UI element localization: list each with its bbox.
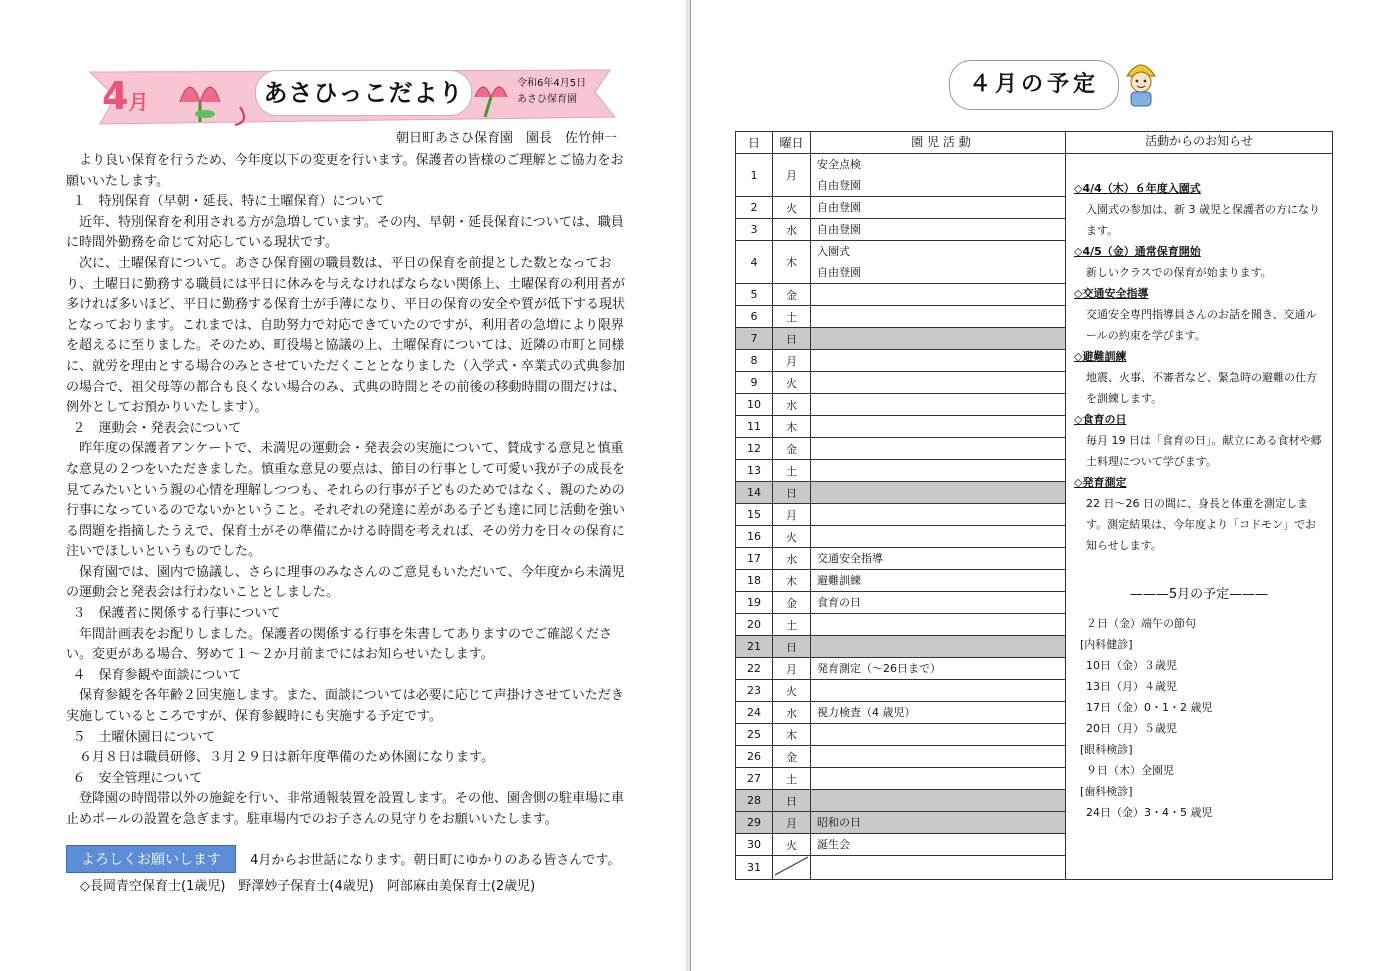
schedule-activity: 発育測定（～26日まで） bbox=[811, 658, 1066, 680]
schedule-weekday: 木 bbox=[773, 570, 811, 592]
schedule-activity bbox=[811, 790, 1066, 812]
schedule-weekday: 火 bbox=[773, 834, 811, 856]
schedule-activity: 避難訓練 bbox=[811, 570, 1066, 592]
schedule-activity bbox=[811, 636, 1066, 658]
schedule-weekday: 月 bbox=[773, 504, 811, 526]
schedule-activity bbox=[811, 526, 1066, 548]
schedule-weekday: 月 bbox=[773, 658, 811, 680]
schedule-activity: 食育の日 bbox=[811, 592, 1066, 614]
newsletter-banner bbox=[80, 62, 620, 132]
notice-heading: ◇発育測定 bbox=[1074, 476, 1127, 489]
newsletter-body bbox=[66, 151, 626, 831]
schedule-day: 23 bbox=[736, 680, 773, 702]
greeting-row bbox=[66, 845, 646, 873]
intro-paragraph: より良い保育を行うため、今年度以下の変更を行います。保護者の皆様のご理解とご協力をお願いいたします。 bbox=[66, 153, 624, 189]
schedule-weekday: 木 bbox=[773, 241, 811, 284]
schedule-activity: 交通安全指導 bbox=[811, 548, 1066, 570]
body-paragraph: ６月８日は職員研修、３月２９日は新年度準備のため休園になります。 bbox=[79, 750, 494, 766]
schedule-weekday: 日 bbox=[773, 636, 811, 658]
schedule-day: 15 bbox=[736, 504, 773, 526]
schedule-day: 24 bbox=[736, 702, 773, 724]
may-schedule-list bbox=[1074, 613, 1324, 823]
notice-heading: ◇4/4（木）６年度入園式 bbox=[1074, 182, 1201, 195]
notice-body: 交通安全専門指導員さんのお話を聞き、交通ルールの約束を学びます。 bbox=[1086, 308, 1317, 342]
schedule-weekday: 火 bbox=[773, 197, 811, 219]
schedule-weekday: 金 bbox=[773, 592, 811, 614]
school-name: あさひ保育園 bbox=[517, 94, 577, 105]
schedule-activity bbox=[811, 438, 1066, 460]
schedule-page bbox=[690, 0, 1377, 971]
schedule-activity: 昭和の日 bbox=[811, 812, 1066, 834]
schedule-day: 21 bbox=[736, 636, 773, 658]
col-header-activity: 園 児 活 動 bbox=[811, 132, 1066, 154]
body-paragraph: 近年、特別保育を利用される方が急増しています。その内、早朝・延長保育については、職員に時間外勤務を命じて対応している現状です。 bbox=[66, 214, 624, 251]
issue-date-block bbox=[517, 76, 586, 108]
section-heading: １ 特別保育（早朝・延長、特に土曜保育）について bbox=[72, 194, 385, 210]
body-paragraph: 次に、土曜保育について。あさひ保育園の職員数は、平日の保育を前提とした数となっており、土曜日に勤務する職員には平日に休みを与えなければならない関係上、土曜保育の利用者が多ければ多いほど、平日に勤務する保育士が手薄になり、平日の保育の安全や質が低下する現状となっております。これまでは、自助努力で対応できていたのですが、利用者の急増により限界を超えるに至りました。そのため、町役場と協議の上、土曜保育については、近隣の市町と同様に、就労を理由とする場合のみとさせていただくこととなりました（入学式・卒業式の式典参加の場合で、祖父母等の都合も良くない場合のみ、式典の時間とその前後の移動時間の間だけは、例外としてお預かりいたします）。 bbox=[66, 255, 626, 416]
notice-heading: ◇4/5（金）通常保育開始 bbox=[1074, 245, 1201, 258]
notice-heading: ◇食育の日 bbox=[1074, 413, 1127, 426]
schedule-activity bbox=[811, 680, 1066, 702]
schedule-day: 10 bbox=[736, 394, 773, 416]
schedule-weekday: 木 bbox=[773, 724, 811, 746]
schedule-day: 28 bbox=[736, 790, 773, 812]
body-paragraph: 登降園の時間帯以外の施錠を行い、非常通報装置を設置します。その他、園舎側の駐車場に車止めポールの設置を急ぎます。駐車場内でのお子さんの見守りをお願いいたします。 bbox=[66, 791, 624, 827]
schedule-activity: 入園式 自由登園 bbox=[811, 241, 1066, 284]
schedule-weekday: 金 bbox=[773, 284, 811, 306]
schedule-day: 6 bbox=[736, 306, 773, 328]
section-heading: ４ 保育参観や面談について bbox=[72, 667, 242, 683]
schedule-day: 31 bbox=[736, 856, 773, 880]
may-event: 13日（月）４歳児 bbox=[1086, 680, 1177, 693]
schedule-weekday: 火 bbox=[773, 526, 811, 548]
schedule-activity bbox=[811, 768, 1066, 790]
body-paragraph: 年間計画表をお配りしました。保護者の関係する行事を朱書してありますのでご確認ください。変更がある場合、努めて１～２か月前までにはお知らせいたします。 bbox=[66, 626, 613, 663]
newsletter-title: あさひっこだより bbox=[255, 70, 472, 116]
notice-body: 22 日～26 日の間に、身長と体重を測定します。測定結果は、今年度より「コドモン」でお知らせします。 bbox=[1086, 497, 1317, 552]
schedule-day: 22 bbox=[736, 658, 773, 680]
schedule-day: 27 bbox=[736, 768, 773, 790]
notice-body: 入園式の参加は、新 3 歳児と保護者の方になります。 bbox=[1086, 203, 1320, 237]
body-paragraph: 保育参観を各年齢２回実施します。また、面談については必要に応じて声掛けさせていただき実施しているところですが、保育参観時にも実施する予定です。 bbox=[66, 688, 624, 725]
schedule-activity bbox=[811, 856, 1066, 880]
may-event: 10日（金）３歳児 bbox=[1086, 659, 1177, 672]
newsletter-page bbox=[0, 0, 687, 971]
schedule-day: 19 bbox=[736, 592, 773, 614]
new-staff-list: ◇長岡青空保育士(1歳児) 野澤妙子保育士(4歳児) 阿部麻由美保育士(2歳児) bbox=[80, 879, 536, 894]
may-event: ２日（金）端午の節句 bbox=[1086, 617, 1196, 630]
schedule-activity bbox=[811, 284, 1066, 306]
notice-heading: ◇避難訓練 bbox=[1074, 350, 1127, 363]
schedule-day: 2 bbox=[736, 197, 773, 219]
schedule-weekday: 水 bbox=[773, 548, 811, 570]
schedule-day: 1 bbox=[736, 154, 773, 197]
schedule-day: 26 bbox=[736, 746, 773, 768]
schedule-day: 20 bbox=[736, 614, 773, 636]
schedule-activity bbox=[811, 724, 1066, 746]
schedule-activity: 自由登園 bbox=[811, 197, 1066, 219]
schedule-activity: 誕生会 bbox=[811, 834, 1066, 856]
schedule-activity bbox=[811, 746, 1066, 768]
section-heading: ５ 土曜休園日について bbox=[72, 729, 216, 745]
body-paragraph: 保育園では、園内で協議し、さらに理事のみなさんのご意見もいただいて、今年度から未満児の運動会と発表会は行わないこととしました。 bbox=[66, 564, 625, 601]
schedule-table bbox=[735, 131, 1333, 880]
schedule-activity bbox=[811, 614, 1066, 636]
schedule-weekday: 日 bbox=[773, 328, 811, 350]
issue-date: 令和6年4月5日 bbox=[517, 78, 587, 89]
may-event: 20日（月）５歳児 bbox=[1086, 722, 1177, 735]
notice-heading: ◇交通安全指導 bbox=[1074, 287, 1149, 300]
schedule-day: 4 bbox=[736, 241, 773, 284]
schedule-weekday: 日 bbox=[773, 790, 811, 812]
schedule-activity: 自由登園 bbox=[811, 219, 1066, 241]
schedule-day: 11 bbox=[736, 416, 773, 438]
schedule-day: 9 bbox=[736, 372, 773, 394]
section-heading: ２ 運動会・発表会について bbox=[72, 420, 242, 436]
schedule-activity bbox=[811, 504, 1066, 526]
greeting-text: 4月からお世話になります。朝日町にゆかりのある皆さんです。 bbox=[250, 853, 621, 868]
section-heading: ６ 安全管理について bbox=[72, 770, 203, 786]
schedule-weekday: 月 bbox=[773, 154, 811, 197]
schedule-day: 7 bbox=[736, 328, 773, 350]
may-category: [眼科検診] bbox=[1080, 743, 1133, 756]
may-schedule-heading: ———5月の予定——— bbox=[1129, 587, 1269, 602]
schedule-weekday: 土 bbox=[773, 460, 811, 482]
schedule-day: 16 bbox=[736, 526, 773, 548]
section-heading: ３ 保護者に関係する行事について bbox=[72, 606, 281, 622]
schedule-activity bbox=[811, 482, 1066, 504]
schedule-day: 17 bbox=[736, 548, 773, 570]
body-paragraph: 昨年度の保護者アンケートで、未満児の運動会・発表会の実施について、賛成する意見と慎重な意見の２つをいただきました。慎重な意見の要点は、節目の行事として可愛い我が子の成長を見てみたいという親の心情を理解しつつも、それらの行事が子どものためではなく、親のための行事になっているのでないかということ。それぞれの発達に差がある子ども達に同じ活動を強いる問題を指摘したうえで、保育士がその準備にかける時間を考えれば、その労力を日々の保育に注いでほしいというものでした。 bbox=[66, 441, 626, 560]
schedule-day: 12 bbox=[736, 438, 773, 460]
greeting-label: よろしくお願いします bbox=[66, 845, 236, 873]
schedule-weekday: 水 bbox=[773, 702, 811, 724]
schedule-weekday: 金 bbox=[773, 438, 811, 460]
notice-body: 新しいクラスでの保育が始まります。 bbox=[1086, 266, 1272, 279]
may-category: [歯科検診] bbox=[1080, 785, 1133, 798]
schedule-weekday: 土 bbox=[773, 614, 811, 636]
schedule-weekday: 日 bbox=[773, 482, 811, 504]
schedule-weekday: 金 bbox=[773, 746, 811, 768]
schedule-weekday: 土 bbox=[773, 768, 811, 790]
schedule-title: ４月の予定 bbox=[949, 60, 1119, 110]
schedule-day: 14 bbox=[736, 482, 773, 504]
schedule-day: 8 bbox=[736, 350, 773, 372]
schedule-row bbox=[736, 154, 1333, 197]
may-category: [内科健診] bbox=[1080, 638, 1133, 651]
slash-mark bbox=[773, 856, 810, 876]
col-header-day: 日 bbox=[736, 132, 773, 154]
schedule-day: 13 bbox=[736, 460, 773, 482]
schedule-activity: 視力検査（4 歳児） bbox=[811, 702, 1066, 724]
schedule-activity bbox=[811, 372, 1066, 394]
schedule-weekday: 月 bbox=[773, 350, 811, 372]
schedule-activity: 安全点検 自由登園 bbox=[811, 154, 1066, 197]
may-event: ９日（木）全園児 bbox=[1086, 764, 1174, 777]
schedule-activity bbox=[811, 328, 1066, 350]
schedule-weekday: 月 bbox=[773, 812, 811, 834]
may-event: 24日（金）3・4・5 歳児 bbox=[1086, 806, 1213, 819]
schedule-day: 30 bbox=[736, 834, 773, 856]
schedule-day: 5 bbox=[736, 284, 773, 306]
notice-body: 毎月 19 日は「食育の日」。献立にある食材や郷土料理について学びます。 bbox=[1086, 434, 1322, 468]
notice-body: 地震、火事、不審者など、緊急時の避難の仕方を訓練します。 bbox=[1086, 371, 1317, 405]
child-mascot-icon bbox=[1121, 58, 1161, 110]
schedule-weekday: 水 bbox=[773, 394, 811, 416]
schedule-activity bbox=[811, 460, 1066, 482]
schedule-day: 29 bbox=[736, 812, 773, 834]
col-header-notice: 活動からのお知らせ bbox=[1066, 132, 1333, 154]
schedule-weekday: 土 bbox=[773, 306, 811, 328]
schedule-weekday: 火 bbox=[773, 680, 811, 702]
schedule-activity bbox=[811, 350, 1066, 372]
schedule-weekday: 木 bbox=[773, 416, 811, 438]
schedule-day: 3 bbox=[736, 219, 773, 241]
schedule-day: 18 bbox=[736, 570, 773, 592]
schedule-day: 25 bbox=[736, 724, 773, 746]
schedule-weekday bbox=[773, 856, 811, 880]
schedule-weekday: 水 bbox=[773, 219, 811, 241]
col-header-weekday: 曜日 bbox=[773, 132, 811, 154]
schedule-activity bbox=[811, 306, 1066, 328]
schedule-weekday: 火 bbox=[773, 372, 811, 394]
schedule-activity bbox=[811, 394, 1066, 416]
month-label: 4月 bbox=[102, 74, 149, 118]
schedule-activity bbox=[811, 416, 1066, 438]
notice-column bbox=[1066, 154, 1333, 880]
may-event: 17日（金）0・1・2 歳児 bbox=[1086, 701, 1213, 714]
author-line: 朝日町あさひ保育園 園長 佐竹伸一 bbox=[396, 131, 618, 146]
